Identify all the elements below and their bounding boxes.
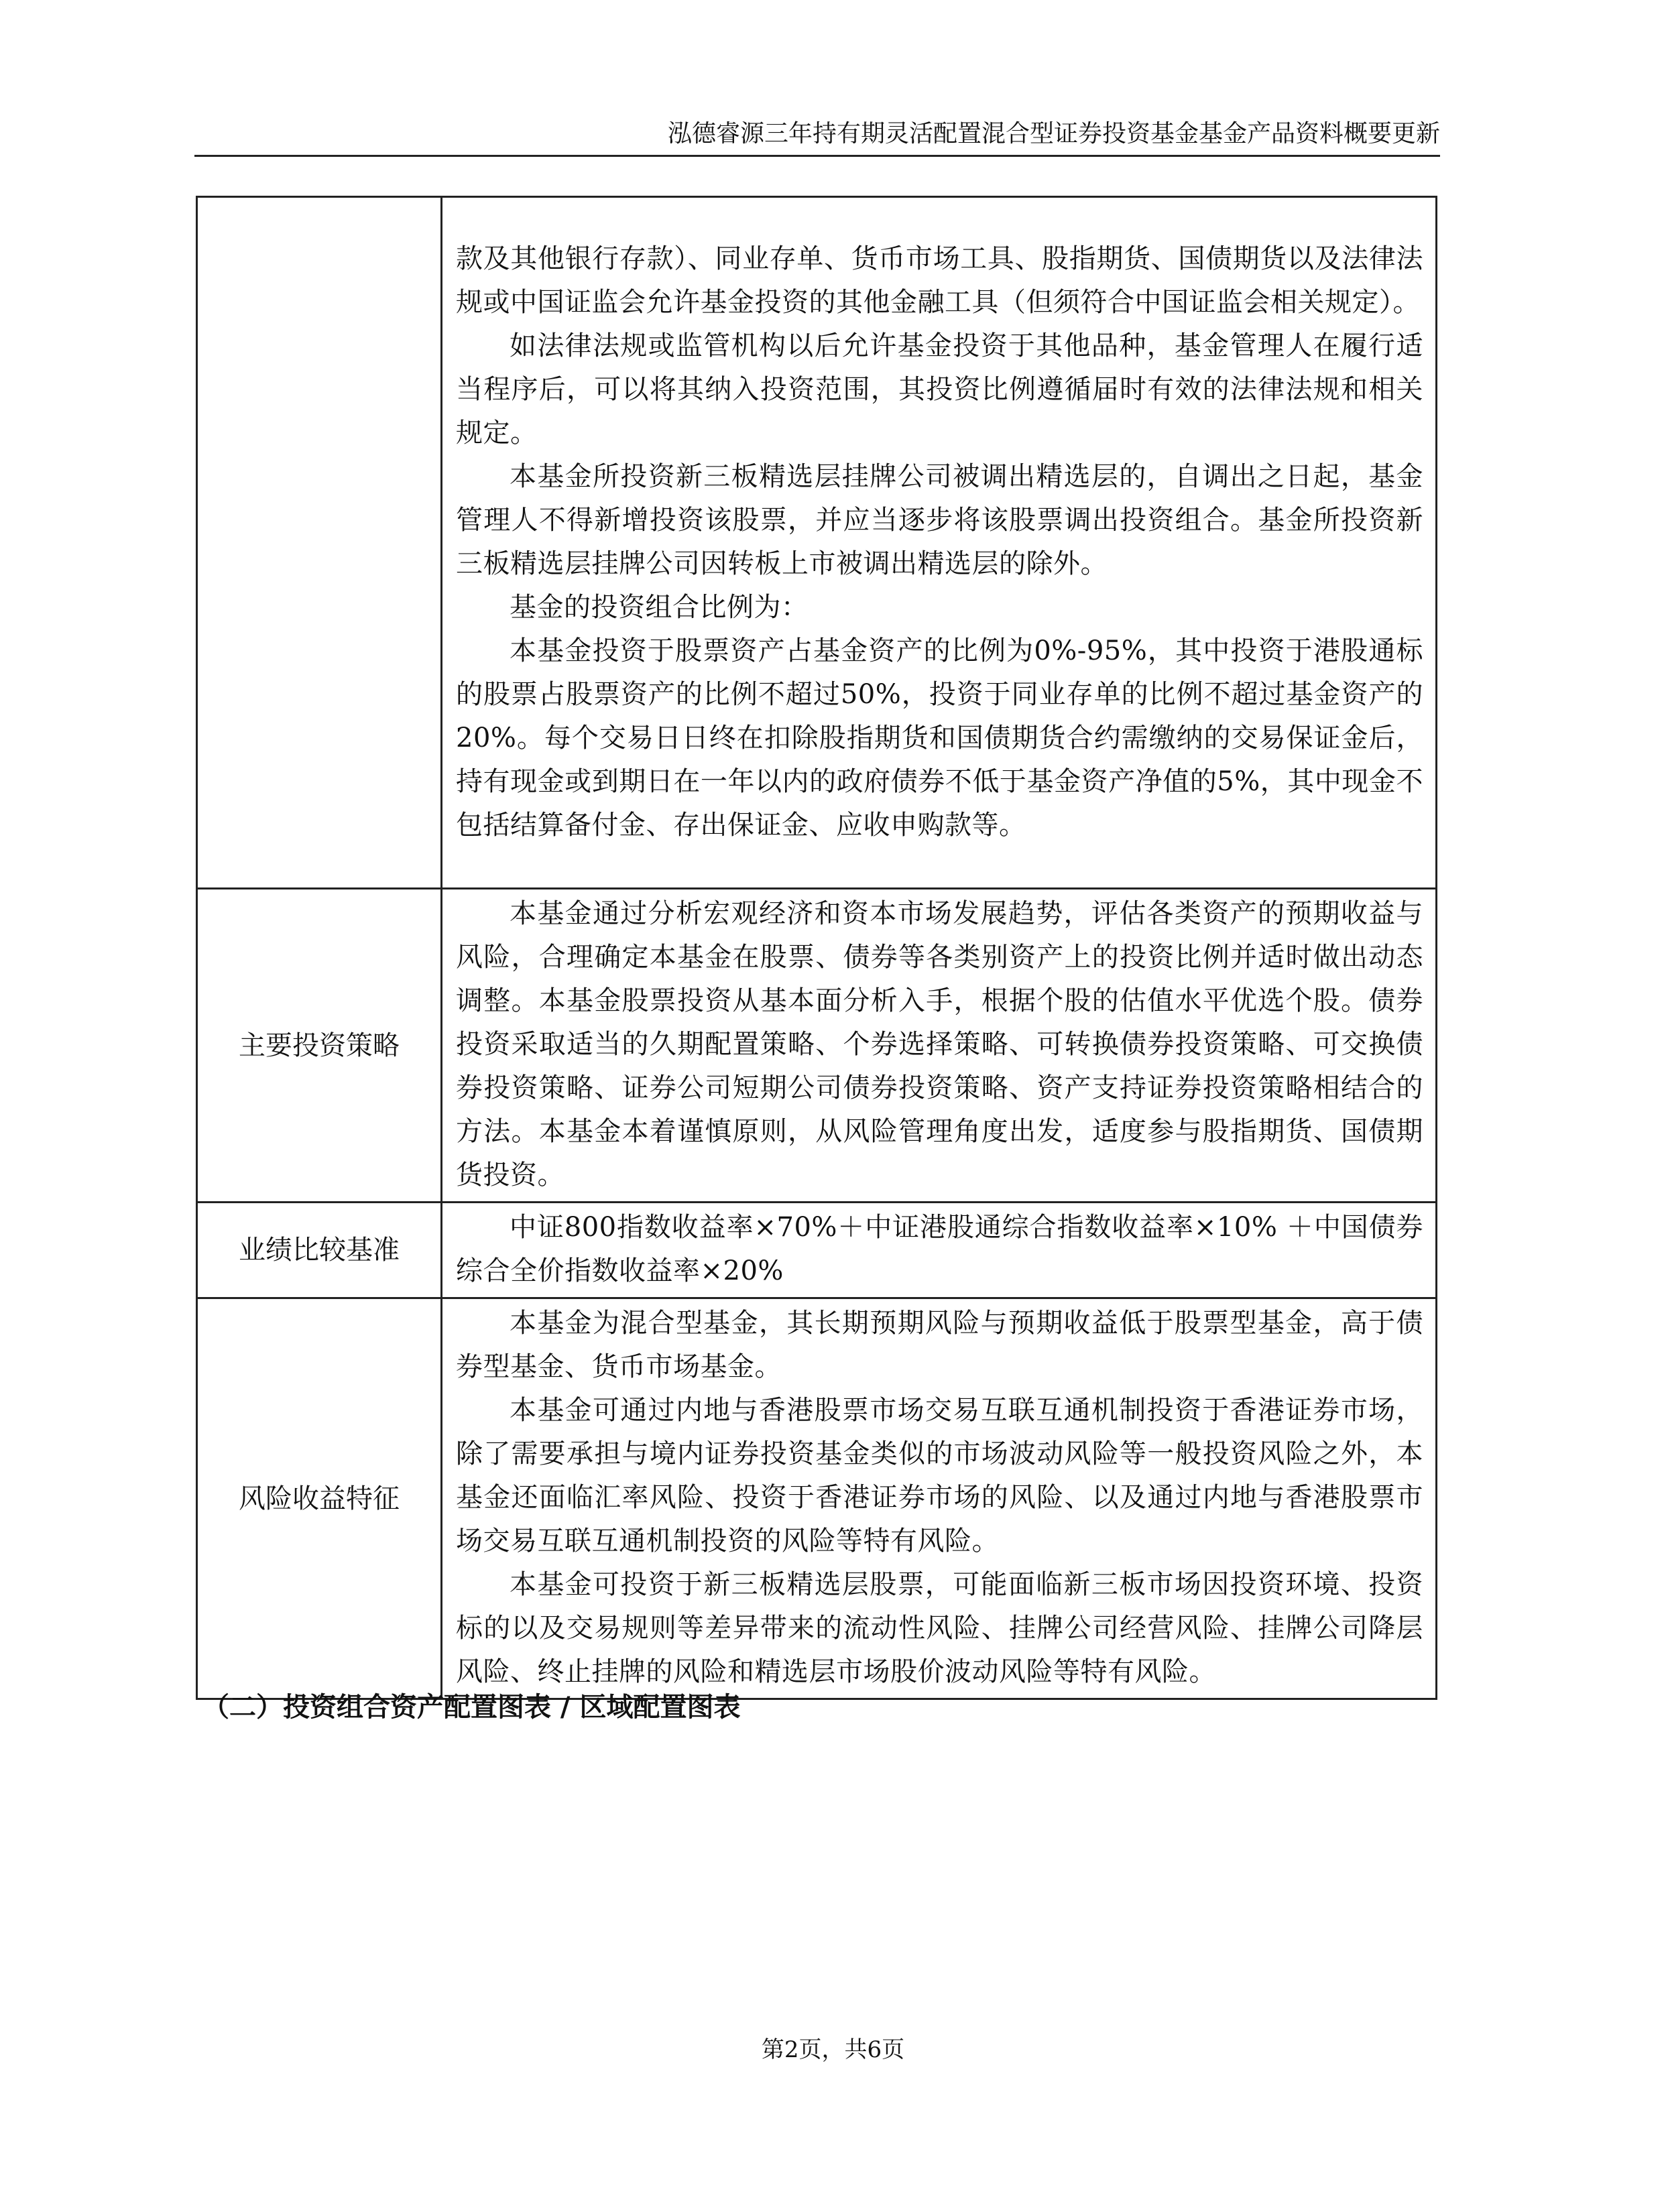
paragraph: 款及其他银行存款）、同业存单、货币市场工具、股指期货、国债期货以及法律法规或中国证监会允许基金投资的其他金融工具（但须符合中国证监会相关规定）。: [456, 243, 1423, 318]
row-label-risk-return: 风险收益特征: [197, 1298, 442, 1699]
table-row-investment-strategy: [197, 889, 1437, 1203]
row-content-investment-strategy: [442, 889, 1437, 1203]
paragraph: 本基金为混合型基金，其长期预期风险与预期收益低于股票型基金，高于债券型基金、货币市场基金。: [456, 1308, 1423, 1382]
table-row-risk-return: [197, 1298, 1437, 1699]
section-heading: （二）投资组合资产配置图表 / 区域配置图表: [202, 1692, 741, 1723]
row-label-investment-strategy: 主要投资策略: [197, 889, 442, 1203]
paragraph: 如法律法规或监管机构以后允许基金投资于其他品种，基金管理人在履行适当程序后，可以将其纳入投资范围，其投资比例遵循届时有效的法律法规和相关规定。: [456, 330, 1423, 448]
table-row-investment-scope: [197, 197, 1437, 889]
row-label-empty: [197, 197, 442, 889]
product-info-table: [196, 196, 1437, 1700]
header-divider: [194, 155, 1440, 157]
row-content-benchmark: [442, 1203, 1437, 1298]
paragraph: 本基金通过分析宏观经济和资本市场发展趋势，评估各类资产的预期收益与风险，合理确定本基金在股票、债券等各类别资产上的投资比例并适时做出动态调整。本基金股票投资从基本面分析入手，根据个股的估值水平优选个股。债券投资采取适当的久期配置策略、个券选择策略、可转换债券投资策略、可交换债券投资策略、证券公司短期公司债券投资策略、资产支持证券投资策略相结合的方法。本基金本着谨慎原则，从风险管理角度出发，适度参与股指期货、国债期货投资。: [456, 898, 1423, 1190]
paragraph: 本基金投资于股票资产占基金资产的比例为0%-95%，其中投资于港股通标的股票占股票资产的比例不超过50%，投资于同业存单的比例不超过基金资产的20%。每个交易日日终在扣除股指期货和国债期货合约需缴纳的交易保证金后，持有现金或到期日在一年以内的政府债券不低于基金资产净值的5%，其中现金不包括结算备付金、存出保证金、应收申购款等。: [456, 635, 1423, 841]
document-header: 泓德睿源三年持有期灵活配置混合型证券投资基金基金产品资料概要更新: [667, 120, 1440, 147]
paragraph: 中证800指数收益率×70%＋中证港股通综合指数收益率×10% ＋中国债券综合全价指数收益率×20%: [456, 1212, 1423, 1286]
paragraph: 本基金可通过内地与香港股票市场交易互联互通机制投资于香港证券市场，除了需要承担与境内证券投资基金类似的市场波动风险等一般投资风险之外，本基金还面临汇率风险、投资于香港证券市场的风险、以及通过内地与香港股票市场交易互联互通机制投资的风险等特有风险。: [456, 1395, 1423, 1556]
row-content-investment-scope: [442, 197, 1437, 889]
paragraph: 本基金可投资于新三板精选层股票，可能面临新三板市场因投资环境、投资标的以及交易规则等差异带来的流动性风险、挂牌公司经营风险、挂牌公司降层风险、终止挂牌的风险和精选层市场股价波动风险等特有风险。: [456, 1569, 1423, 1687]
row-label-benchmark: 业绩比较基准: [197, 1203, 442, 1298]
table-row-benchmark: [197, 1203, 1437, 1298]
row-content-risk-return: [442, 1298, 1437, 1699]
paragraph: 基金的投资组合比例为：: [510, 591, 809, 623]
page-number: 第2页，共6页: [761, 2036, 905, 2063]
paragraph: 本基金所投资新三板精选层挂牌公司被调出精选层的，自调出之日起，基金管理人不得新增投资该股票，并应当逐步将该股票调出投资组合。基金所投资新三板精选层挂牌公司因转板上市被调出精选层的除外。: [456, 460, 1423, 579]
